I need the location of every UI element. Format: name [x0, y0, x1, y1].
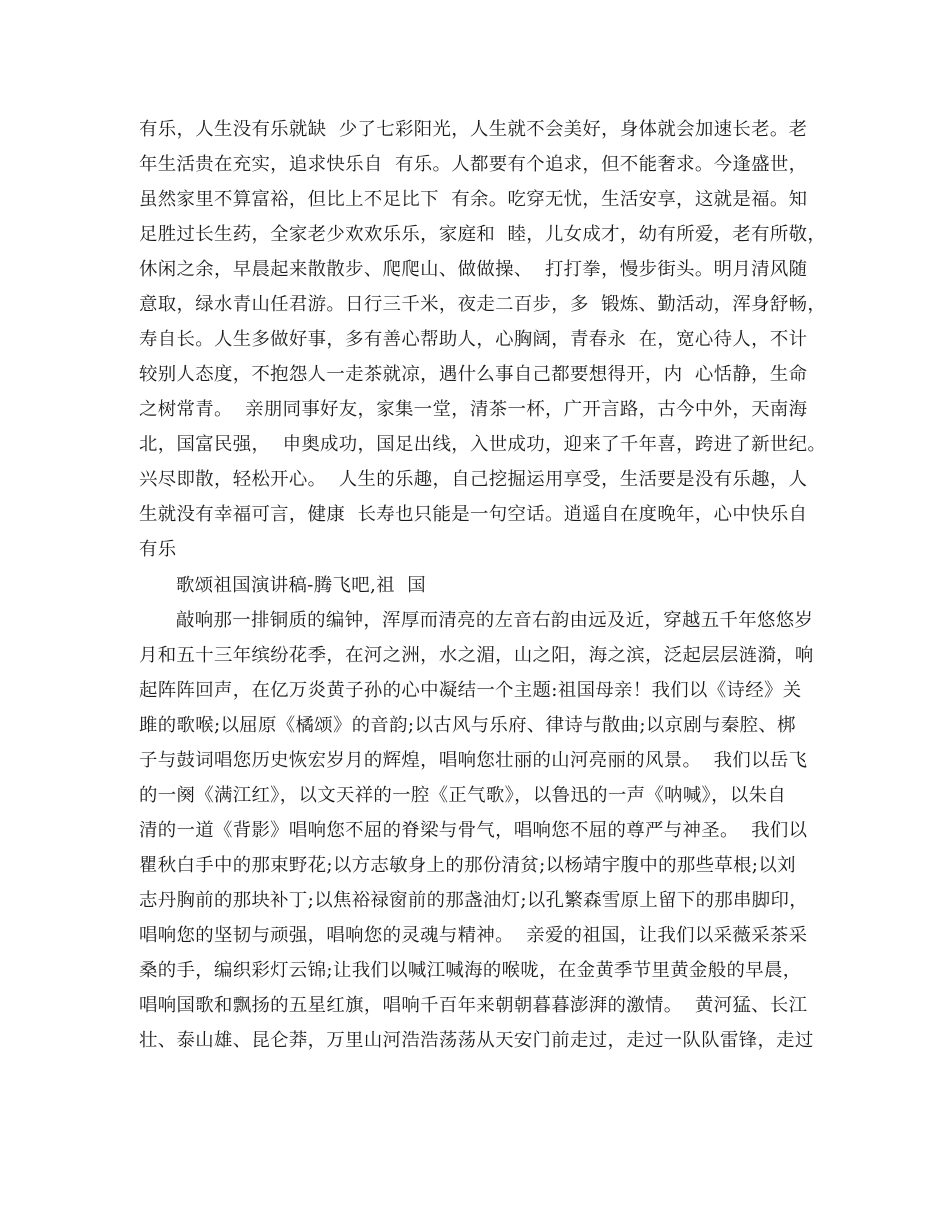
text-line: 月和五十三年缤纷花季，在河之洲，水之湄，山之阳，海之滨，泛起层层涟漪，响: [139, 645, 814, 666]
text-line: 志丹胸前的那块补丁;以焦裕禄窗前的那盏油灯;以孔繁森雪原上留下的那串脚印，: [139, 890, 809, 911]
text-line: 较别人态度，不抱怨人一走茶就凉，遇什么事自己都要想得开，内 心恬静，生命: [139, 364, 808, 385]
text-line: 的一阕《满江红》，以文天祥的一腔《正气歌》，以鲁迅的一声《呐喊》，以朱自: [139, 785, 787, 806]
text-line: 子与鼓词唱您历史恢宏岁月的辉煌，唱响您壮丽的山河亮丽的风景。 我们以岳飞: [139, 750, 808, 771]
text-line: 瞿秋白手中的那束野花;以方志敏身上的那份清贫;以杨靖宇腹中的那些草根;以刘: [139, 855, 796, 876]
text-line: 清的一道《背影》唱响您不屈的脊梁与骨气，唱响您不屈的尊严与神圣。 我们以: [139, 820, 808, 841]
text-line: 寿自长。人生多做好事，多有善心帮助人，心胸阔，青春永 在，宽心待人，不计: [139, 329, 808, 350]
text-line: 有乐: [139, 539, 177, 560]
text-line: 虽然家里不算富裕，但比上不足比下 有余。吃穿无忧，生活安享，这就是福。知: [139, 189, 808, 210]
text-line: 之树常青。 亲朋同事好友，家集一堂，清茶一杯，广开言路，古今中外，天南海: [139, 399, 808, 420]
text-line: 有乐，人生没有乐就缺 少了七彩阳光，人生就不会美好，身体就会加速长老。老: [139, 119, 808, 140]
text-line: 年生活贵在充实，追求快乐自 有乐。人都要有个追求，但不能奢求。今逢盛世，: [139, 154, 808, 175]
text-line: 足胜过长生药，全家老少欢欢乐乐，家庭和 睦，儿女成才，幼有所爱，老有所敬，: [139, 224, 827, 245]
text-line: 意取，绿水青山任君游。日行三千米，夜走二百步，多 锻炼、勤活动，浑身舒畅，: [139, 294, 827, 315]
text-line: 起阵阵回声，在亿万炎黄子孙的心中凝结一个主题:祖国母亲！我们以《诗经》关: [139, 680, 802, 701]
text-line: 休闲之余，早晨起来散散步、爬爬山、做做操、 打打拳，慢步街头。明月清风随: [139, 259, 808, 280]
speech-title: 歌颂祖国演讲稿-腾飞吧,祖 国: [176, 575, 427, 596]
text-line: 唱响国歌和飘扬的五星红旗，唱响千百年来朝朝暮暮澎湃的激情。 黄河猛、长江: [139, 995, 808, 1016]
text-line: 唱响您的坚韧与顽强，唱响您的灵魂与精神。 亲爱的祖国，让我们以采薇采茶采: [139, 925, 808, 946]
text-line: 壮、泰山雄、昆仑莽，万里山河浩浩荡荡从天安门前走过，走过一队队雷锋，走过: [139, 1030, 814, 1051]
text-line: 雎的歌喉;以屈原《橘颂》的音韵;以古风与乐府、律诗与散曲;以京剧与秦腔、梆: [139, 715, 796, 736]
text-line: 桑的手，编织彩灯云锦;让我们以喊江喊海的喉咙，在金黄季节里黄金般的早晨，: [139, 960, 802, 981]
text-line: 敲响那一排铜质的编钟，浑厚而清亮的左音右韵由远及近，穿越五千年悠悠岁: [176, 610, 814, 631]
text-line: 生就没有幸福可言，健康 长寿也只能是一句空话。逍遥自在度晚年，心中快乐自: [139, 504, 808, 525]
text-line: 兴尽即散，轻松开心。 人生的乐趣，自己挖掘运用享受，生活要是没有乐趣，人: [139, 469, 808, 490]
text-line: 北，国富民强， 申奥成功，国足出线，入世成功，迎来了千年喜，跨进了新世纪。: [139, 434, 827, 455]
